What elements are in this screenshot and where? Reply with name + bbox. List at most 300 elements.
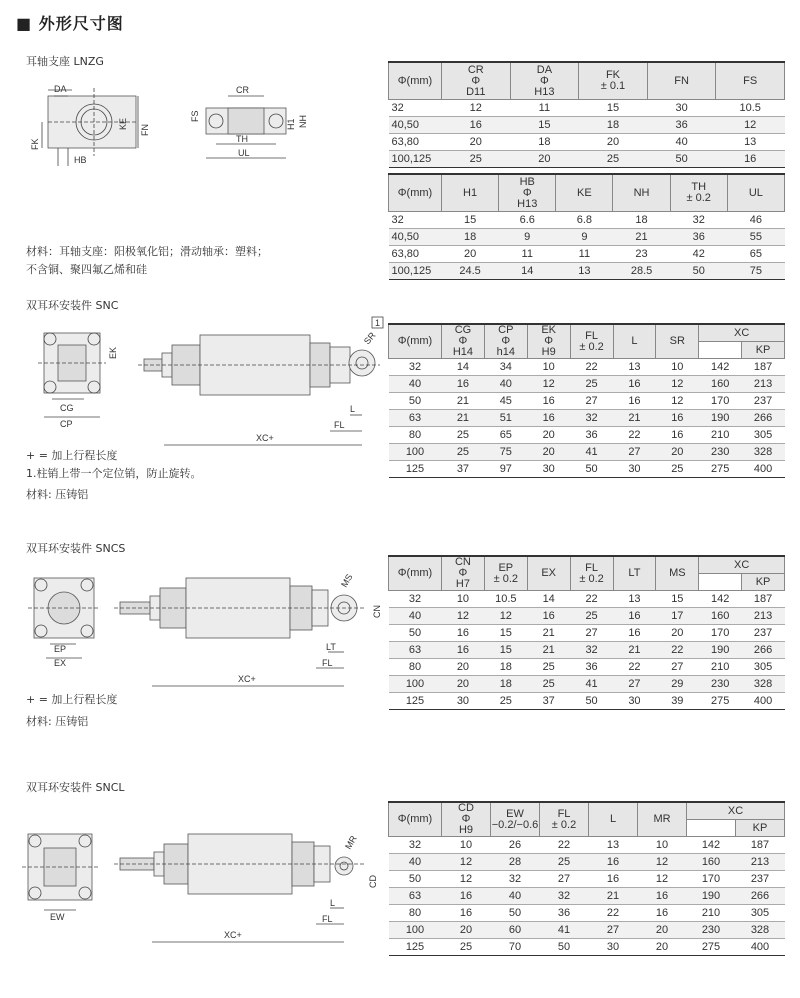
sncs-table (388, 555, 785, 710)
table-cell: 21 (613, 642, 656, 659)
column-header: CR Φ D11 (442, 62, 511, 100)
section-label-lnzg: 耳轴支座 LNZG (26, 55, 104, 68)
table-cell: 16 (527, 608, 570, 625)
table-cell: 26 (491, 837, 540, 854)
table-cell: 32 (389, 359, 442, 376)
snc-note-stroke: + = 加上行程长度 (26, 449, 118, 462)
label-callout-1: 1 (375, 318, 381, 328)
table-row (389, 117, 785, 134)
table-cell: 20 (510, 151, 579, 168)
table-row (389, 151, 785, 168)
table-cell: 25 (442, 427, 485, 444)
table-cell: 21 (527, 625, 570, 642)
label-fl: FL (322, 658, 333, 668)
column-header: FL ± 0.2 (570, 556, 613, 591)
table-cell: 21 (442, 410, 485, 427)
table-row (389, 837, 785, 854)
table-cell: 9 (556, 229, 613, 246)
table-cell: 15 (579, 100, 648, 117)
table-cell: 40 (484, 376, 527, 393)
table-cell: 25 (540, 854, 589, 871)
column-header: TH ± 0.2 (670, 174, 727, 212)
table-row (389, 922, 785, 939)
table-cell: 18 (484, 676, 527, 693)
column-header: Φ(mm) (389, 324, 442, 359)
table-cell: 63 (389, 642, 442, 659)
table-cell: 30 (613, 693, 656, 710)
table-cell: 20 (638, 922, 687, 939)
table-row (389, 246, 785, 263)
column-header: Φ(mm) (389, 802, 442, 837)
column-header-xc: XC (687, 802, 785, 820)
table-cell: 100,125 (389, 151, 442, 168)
table-cell: 63 (389, 410, 442, 427)
snc-drawing (28, 315, 388, 455)
table-cell: 266 (736, 888, 785, 905)
table-cell: 37 (527, 693, 570, 710)
table-cell: 21 (442, 393, 485, 410)
table-cell: 30 (613, 461, 656, 478)
table-cell: 41 (570, 676, 613, 693)
section-label-sncs: 双耳环安装件 SNCS (26, 542, 126, 555)
label-cg: CG (60, 403, 74, 413)
table-cell: 32 (389, 100, 442, 117)
column-header: FS (716, 62, 785, 100)
table-cell: 27 (589, 922, 638, 939)
table-cell: 16 (527, 393, 570, 410)
table-cell: 20 (442, 922, 491, 939)
section-label-sncl: 双耳环安装件 SNCL (26, 781, 125, 794)
table-cell: 11 (499, 246, 556, 263)
table-cell: 32 (670, 212, 727, 229)
table-cell: 275 (687, 939, 736, 956)
table-row (389, 591, 785, 608)
sncs-material: 材料: 压铸铝 (26, 715, 89, 728)
table-cell: 63,80 (389, 246, 442, 263)
table-row (389, 854, 785, 871)
table-row (389, 410, 785, 427)
table-cell: 32 (540, 888, 589, 905)
table-cell: 16 (442, 117, 511, 134)
table-cell: 12 (484, 608, 527, 625)
table-cell: 20 (442, 134, 511, 151)
table-cell: 210 (687, 905, 736, 922)
table-cell: 12 (656, 393, 699, 410)
label-cr: CR (236, 85, 249, 95)
column-header-xc: XC (699, 556, 785, 574)
label-h1: H1 (286, 118, 296, 130)
table-cell: 63 (389, 888, 442, 905)
label-th: TH (236, 134, 248, 144)
table-cell: 400 (742, 461, 785, 478)
table-cell: 24.5 (442, 263, 499, 280)
column-header: LT (613, 556, 656, 591)
table-cell: 13 (613, 359, 656, 376)
table-cell: 213 (742, 376, 785, 393)
table-cell: 70 (491, 939, 540, 956)
table-cell: 25 (570, 376, 613, 393)
table-cell: 40 (389, 854, 442, 871)
table-cell: 25 (442, 939, 491, 956)
table-cell: 45 (484, 393, 527, 410)
table-cell: 15 (484, 625, 527, 642)
table-cell: 15 (442, 212, 499, 229)
column-header: MS (656, 556, 699, 591)
table-cell: 11 (556, 246, 613, 263)
label-ew: EW (50, 912, 65, 922)
table-cell: 15 (484, 642, 527, 659)
table-cell: 210 (699, 427, 742, 444)
lnzg-drawing (28, 78, 338, 178)
label-xc: XC+ (256, 433, 274, 443)
table-cell: 16 (442, 625, 485, 642)
table-cell: 42 (670, 246, 727, 263)
table-cell: 13 (556, 263, 613, 280)
table-row (389, 888, 785, 905)
column-header: HB Φ H13 (499, 174, 556, 212)
table-cell: 27 (656, 659, 699, 676)
table-cell: 20 (527, 444, 570, 461)
table-cell: 40 (647, 134, 716, 151)
label-cp: CP (60, 419, 73, 429)
sncl-table (388, 801, 785, 956)
table-cell: 30 (442, 693, 485, 710)
table-cell: 22 (570, 359, 613, 376)
table-cell: 25 (442, 444, 485, 461)
column-header: L (613, 324, 656, 359)
table-cell: 237 (742, 393, 785, 410)
snc-notes (26, 447, 202, 504)
table-cell: 20 (638, 939, 687, 956)
table-cell: 46 (727, 212, 784, 229)
table-cell: 20 (656, 444, 699, 461)
table-cell: 25 (656, 461, 699, 478)
column-header: NH (613, 174, 670, 212)
table-row (389, 134, 785, 151)
column-header: FL ± 0.2 (570, 324, 613, 359)
table-row (389, 939, 785, 956)
label-ek: EK (108, 346, 118, 359)
table-cell: 328 (742, 444, 785, 461)
label-ex: EX (54, 658, 67, 668)
table-cell: 25 (527, 676, 570, 693)
label-ep: EP (54, 644, 67, 654)
column-header: UL (727, 174, 784, 212)
column-header-xc-blank (699, 342, 742, 359)
label-xc: XC+ (224, 930, 242, 940)
table-cell: 190 (687, 888, 736, 905)
table-cell: 6.6 (499, 212, 556, 229)
table-cell: 160 (687, 854, 736, 871)
table-cell: 16 (613, 625, 656, 642)
table-cell: 27 (570, 393, 613, 410)
label-cn: CN (372, 605, 382, 618)
table-cell: 30 (589, 939, 638, 956)
table-cell: 20 (442, 676, 485, 693)
table-cell: 36 (570, 427, 613, 444)
lnzg-material (26, 243, 268, 279)
table-cell: 100 (389, 676, 442, 693)
table-cell: 12 (527, 376, 570, 393)
table-cell: 50 (389, 871, 442, 888)
table-cell: 142 (687, 837, 736, 854)
column-header: Φ(mm) (389, 174, 442, 212)
snc-material: 材料: 压铸铝 (26, 488, 89, 501)
table-cell: 41 (540, 922, 589, 939)
table-cell: 12 (442, 854, 491, 871)
table-cell: 125 (389, 461, 442, 478)
table-cell: 170 (699, 625, 742, 642)
table-cell: 16 (638, 905, 687, 922)
label-hb: HB (74, 155, 87, 165)
sncs-notes (26, 691, 117, 731)
table-cell: 40,50 (389, 229, 442, 246)
table-cell: 50 (570, 693, 613, 710)
table-cell: 142 (699, 591, 742, 608)
table-cell: 25 (484, 693, 527, 710)
table-cell: 32 (389, 837, 442, 854)
table-cell: 14 (527, 591, 570, 608)
lnzg-material-line2: 不含铜、聚四氟乙烯和硅 (26, 263, 147, 276)
table-cell: 27 (613, 444, 656, 461)
table-cell: 65 (484, 427, 527, 444)
table-cell: 187 (742, 591, 785, 608)
sncs-note-stroke: + = 加上行程长度 (26, 693, 118, 706)
table-cell: 36 (670, 229, 727, 246)
label-da: DA (54, 84, 67, 94)
table-cell: 16 (442, 888, 491, 905)
table-cell: 27 (570, 625, 613, 642)
table-cell: 36 (540, 905, 589, 922)
column-header-kp: KP (742, 574, 785, 591)
table-cell: 237 (736, 871, 785, 888)
table-cell: 6.8 (556, 212, 613, 229)
table-cell: 190 (699, 410, 742, 427)
column-header-kp: KP (742, 342, 785, 359)
table-cell: 27 (540, 871, 589, 888)
table-cell: 15 (656, 591, 699, 608)
column-header: FL ± 0.2 (540, 802, 589, 837)
column-header: EX (527, 556, 570, 591)
table-row (389, 263, 785, 280)
label-fn: FN (140, 124, 150, 136)
table-cell: 187 (736, 837, 785, 854)
table-cell: 16 (442, 642, 485, 659)
table-cell: 100,125 (389, 263, 442, 280)
table-cell: 305 (736, 905, 785, 922)
table-cell: 16 (589, 854, 638, 871)
table-cell: 40 (389, 376, 442, 393)
table-cell: 21 (613, 229, 670, 246)
lnzg-table-2 (388, 173, 785, 280)
table-cell: 18 (510, 134, 579, 151)
table-cell: 28.5 (613, 263, 670, 280)
table-row (389, 393, 785, 410)
table-cell: 50 (570, 461, 613, 478)
table-row (389, 625, 785, 642)
table-cell: 275 (699, 693, 742, 710)
table-cell: 32 (570, 642, 613, 659)
column-header: Φ(mm) (389, 556, 442, 591)
table-cell: 328 (742, 676, 785, 693)
label-fs: FS (190, 110, 200, 122)
column-header: CN Φ H7 (442, 556, 485, 591)
table-cell: 32 (389, 591, 442, 608)
table-cell: 10 (656, 359, 699, 376)
table-cell: 22 (656, 642, 699, 659)
label-ms: MS (339, 572, 355, 589)
column-header: DA Φ H13 (510, 62, 579, 100)
table-cell: 13 (613, 591, 656, 608)
table-cell: 305 (742, 659, 785, 676)
table-row (389, 676, 785, 693)
table-cell: 20 (579, 134, 648, 151)
column-header: KE (556, 174, 613, 212)
table-cell: 142 (699, 359, 742, 376)
label-lt: LT (326, 642, 336, 652)
table-cell: 37 (442, 461, 485, 478)
table-row (389, 693, 785, 710)
table-cell: 80 (389, 905, 442, 922)
table-cell: 16 (442, 376, 485, 393)
column-header: CP Φ h14 (484, 324, 527, 359)
table-cell: 60 (491, 922, 540, 939)
table-cell: 170 (687, 871, 736, 888)
snc-table (388, 323, 785, 478)
table-row (389, 659, 785, 676)
table-row (389, 461, 785, 478)
table-cell: 16 (638, 888, 687, 905)
table-cell: 50 (647, 151, 716, 168)
table-cell: 20 (656, 625, 699, 642)
column-header: CD Φ H9 (442, 802, 491, 837)
label-fl: FL (322, 914, 333, 924)
table-cell: 230 (699, 676, 742, 693)
table-cell: 40 (491, 888, 540, 905)
table-row (389, 608, 785, 625)
table-cell: 29 (656, 676, 699, 693)
column-header-xc-blank (699, 574, 742, 591)
table-cell: 32 (389, 212, 442, 229)
table-cell: 230 (699, 444, 742, 461)
table-cell: 40,50 (389, 117, 442, 134)
table-cell: 15 (510, 117, 579, 134)
table-cell: 12 (442, 608, 485, 625)
section-label-snc: 双耳环安装件 SNC (26, 299, 119, 312)
column-header: H1 (442, 174, 499, 212)
table-cell: 65 (727, 246, 784, 263)
label-xc: XC+ (238, 674, 256, 684)
label-mr: MR (343, 833, 359, 851)
table-cell: 51 (484, 410, 527, 427)
table-row (389, 871, 785, 888)
table-cell: 50 (389, 625, 442, 642)
table-cell: 22 (613, 659, 656, 676)
table-cell: 11 (510, 100, 579, 117)
table-cell: 266 (742, 642, 785, 659)
table-cell: 20 (442, 659, 485, 676)
table-cell: 210 (699, 659, 742, 676)
table-cell: 12 (442, 871, 491, 888)
table-cell: 16 (613, 608, 656, 625)
column-header: EW −0.2/−0.6 (491, 802, 540, 837)
table-cell: 41 (570, 444, 613, 461)
label-nh: NH (298, 115, 308, 128)
table-cell: 10.5 (716, 100, 785, 117)
table-cell: 32 (570, 410, 613, 427)
table-cell: 22 (540, 837, 589, 854)
table-row (389, 359, 785, 376)
table-row (389, 905, 785, 922)
column-header: EK Φ H9 (527, 324, 570, 359)
table-cell: 25 (527, 659, 570, 676)
table-cell: 16 (613, 393, 656, 410)
table-row (389, 229, 785, 246)
table-cell: 80 (389, 427, 442, 444)
table-cell: 18 (613, 212, 670, 229)
table-cell: 25 (579, 151, 648, 168)
table-cell: 10 (638, 837, 687, 854)
table-cell: 14 (442, 359, 485, 376)
snc-note-pin: 1.柱销上带一个定位销，防止旋转。 (26, 467, 202, 480)
table-cell: 160 (699, 608, 742, 625)
table-cell: 50 (491, 905, 540, 922)
label-ke: KE (118, 117, 128, 130)
table-cell: 21 (527, 642, 570, 659)
table-cell: 50 (540, 939, 589, 956)
table-cell: 9 (499, 229, 556, 246)
label-fl: FL (334, 420, 345, 430)
table-cell: 25 (442, 151, 511, 168)
table-cell: 20 (527, 427, 570, 444)
table-cell: 75 (727, 263, 784, 280)
table-cell: 237 (742, 625, 785, 642)
label-l: L (350, 404, 356, 414)
label-fk: FK (30, 138, 40, 150)
table-cell: 18 (579, 117, 648, 134)
table-cell: 266 (742, 410, 785, 427)
sncs-drawing (28, 560, 388, 695)
lnzg-material-line1: 材料：耳轴支座：阳极氧化铝；滑动轴承：塑料； (26, 245, 268, 258)
table-cell: 400 (736, 939, 785, 956)
page-title-text: 外形尺寸图 (38, 14, 124, 33)
table-cell: 27 (613, 676, 656, 693)
table-cell: 23 (613, 246, 670, 263)
table-cell: 50 (389, 393, 442, 410)
table-row (389, 376, 785, 393)
label-l: L (330, 898, 336, 908)
lnzg-table-1 (388, 61, 785, 168)
table-cell: 12 (638, 854, 687, 871)
table-cell: 10.5 (484, 591, 527, 608)
table-row (389, 642, 785, 659)
table-cell: 160 (699, 376, 742, 393)
table-cell: 18 (484, 659, 527, 676)
table-cell: 14 (499, 263, 556, 280)
table-cell: 125 (389, 693, 442, 710)
table-cell: 170 (699, 393, 742, 410)
table-cell: 17 (656, 608, 699, 625)
table-cell: 55 (727, 229, 784, 246)
column-header-xc-blank (687, 820, 736, 837)
column-header: FK ± 0.1 (579, 62, 648, 100)
table-cell: 10 (442, 591, 485, 608)
column-header: FN (647, 62, 716, 100)
column-header: CG Φ H14 (442, 324, 485, 359)
table-cell: 16 (442, 905, 491, 922)
table-cell: 21 (589, 888, 638, 905)
table-cell: 30 (527, 461, 570, 478)
